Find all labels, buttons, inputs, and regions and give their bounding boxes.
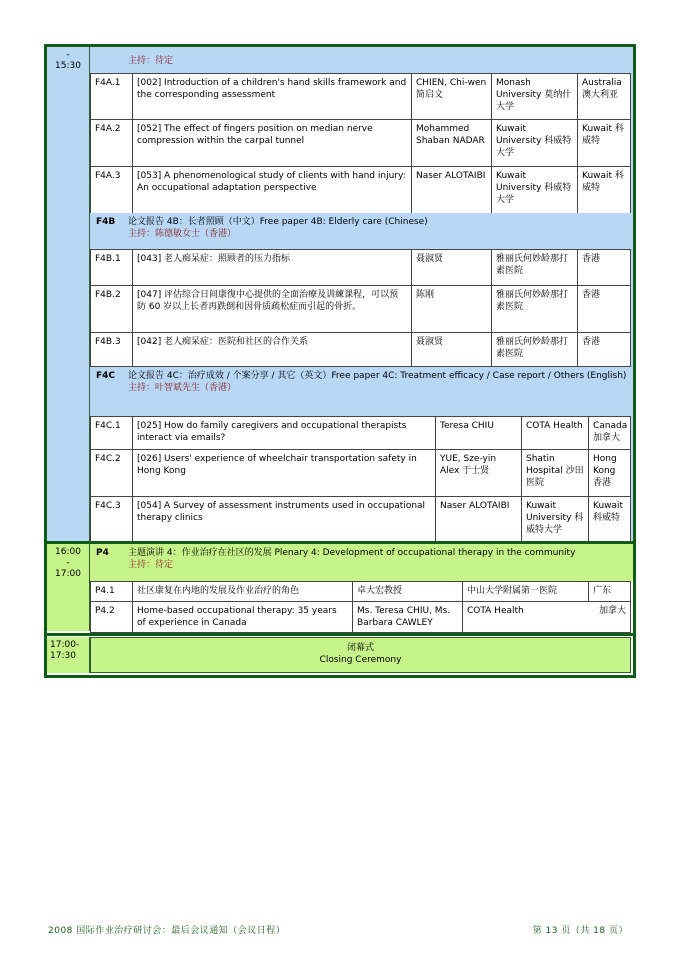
table-row — [91, 167, 631, 214]
organization: Kuwait University 科威特大学 — [492, 120, 578, 167]
paper-title: [025] How do family caregivers and occupational therapists interact via emails? — [133, 417, 436, 450]
author: Mohammed Shaban NADAR — [412, 120, 492, 167]
country: Canada 加拿大 — [589, 417, 631, 450]
p4-heading: 主题演讲 4：作业治疗在社区的发展 Plenary 4: Development of occupational therapy in the community — [128, 548, 576, 558]
paper-title: [026] Users' experience of wheelchair transportation safety in Hong Kong — [133, 450, 436, 497]
paper-title: [047] 评估综合日间康復中心提供的全面治療及训練课程，可以预防 60 岁以上长者再跌倒和因骨质疏松症而引起的骨折。 — [133, 286, 412, 333]
session-code: F4C.1 — [91, 417, 133, 450]
session-code: F4A.2 — [91, 120, 133, 167]
table-row — [91, 120, 631, 167]
footer-title: 2008 国际作业治疗研讨会：最后会议通知（会议日程） — [48, 926, 286, 936]
organization: Kuwait University 科威特大学 — [492, 167, 578, 214]
f4b-heading: 论文报告 4B：长者照顾（中文）Free paper 4B: Elderly care (Chinese) — [128, 217, 428, 227]
author: YUE, Sze-yin Alex 于士贤 — [436, 450, 522, 497]
country: Kuwait 科威特 — [589, 497, 631, 542]
author: Naser ALOTAIBI — [436, 497, 522, 542]
country: 香港 — [578, 250, 631, 286]
author: Ms. Teresa CHIU, Ms. Barbara CAWLEY — [353, 602, 463, 633]
f4c-heading: 论文报告 4C：治疗成效 / 个案分享 / 其它（英文）Free paper 4C: Treatment efficacy / Case report / Others (English) — [128, 371, 627, 381]
country: Kuwait 科威特 — [578, 120, 631, 167]
organization: COTA Health — [467, 606, 524, 616]
organization: 雅丽氏何妙龄那打素医院 — [492, 250, 578, 286]
paper-title: [054] A Survey of assessment instruments used in occupational therapy clinics — [133, 497, 436, 542]
country: 广东 — [589, 582, 631, 602]
f4a-chair: 主持：待定 — [128, 56, 174, 66]
time-start: 16:00 — [55, 547, 81, 557]
f4c-table — [90, 416, 631, 542]
f4c-code: F4C — [96, 371, 116, 381]
p4-chair: 主持：待定 — [128, 560, 174, 570]
session-code: P4.2 — [91, 602, 133, 633]
paper-title: Home-based occupational therapy: 35 years of experience in Canada — [133, 602, 353, 633]
time-cell-1700 — [47, 637, 90, 673]
paper-title: [043] 老人痴呆症：照顾者的压力指标 — [133, 250, 412, 286]
f4b-header — [90, 213, 633, 249]
f4c-header — [90, 367, 633, 416]
f4b-chair: 主持：陈德敏女士（香港） — [128, 229, 237, 239]
session-code: F4B.2 — [91, 286, 133, 333]
table-row — [91, 333, 631, 367]
divider — [47, 633, 633, 636]
closing-title-zh: 闭幕式 — [346, 643, 374, 653]
paper-title: 社区康复在内地的发展及作业治疗的角色 — [133, 582, 353, 602]
time-dash: - — [66, 50, 70, 60]
f4a-header — [90, 47, 633, 73]
author: 聂淑贤 — [412, 250, 492, 286]
f4b-table — [90, 249, 631, 367]
session-code: F4B.3 — [91, 333, 133, 367]
country: 加拿大 — [598, 606, 626, 616]
session-code: F4C.2 — [91, 450, 133, 497]
country: 香港 — [578, 333, 631, 367]
organization: Shatin Hospital 沙田医院 — [522, 450, 589, 497]
paper-title: [052] The effect of fingers position on median nerve compression within the carpal tunnel — [133, 120, 412, 167]
table-row — [91, 582, 631, 602]
country: Australia 澳大利亚 — [578, 74, 631, 120]
time-end: 17:30 — [50, 651, 76, 661]
page-number: 第 13 页（共 18 页） — [532, 926, 628, 936]
p4-table — [90, 581, 631, 633]
closing-ceremony — [90, 637, 631, 673]
time-cell-1600 — [47, 544, 90, 631]
time-end: 15:30 — [55, 61, 81, 71]
author: Teresa CHIU — [436, 417, 522, 450]
session-code: F4C.3 — [91, 497, 133, 542]
organization: 雅丽氏何妙龄那打素医院 — [492, 286, 578, 333]
author: 陈刚 — [412, 286, 492, 333]
paper-title: [042] 老人痴呆症：医院和社区的合作关系 — [133, 333, 412, 367]
organization: Monash University 莫纳什大学 — [492, 74, 578, 120]
table-row — [91, 417, 631, 450]
organization: 中山大学附属第一医院 — [463, 582, 589, 602]
p4-header — [90, 544, 633, 581]
author: CHIEN, Chi-wen 简启文 — [412, 74, 492, 120]
author: 卓大宏教授 — [353, 582, 463, 602]
closing-title-en: Closing Ceremony — [319, 655, 402, 665]
table-row — [91, 497, 631, 542]
session-code: F4B.1 — [91, 250, 133, 286]
time-start: 17:00- — [50, 640, 80, 650]
country: 香港 — [578, 286, 631, 333]
table-row — [91, 74, 631, 120]
session-code: P4.1 — [91, 582, 133, 602]
organization: Kuwait University 科威特大学 — [522, 497, 589, 542]
table-row — [91, 450, 631, 497]
country: Kuwait 科威特 — [578, 167, 631, 214]
paper-title: [002] Introduction of a children's hand skills framework and the corresponding assessment — [133, 74, 412, 120]
organization: COTA Health — [522, 417, 589, 450]
author: Naser ALOTAIBI — [412, 167, 492, 214]
session-code: F4A.1 — [91, 74, 133, 120]
paper-title: [053] A phenomenological study of clients with hand injury: An occupational adaptation perspective — [133, 167, 412, 214]
table-row — [91, 286, 631, 333]
f4b-code: F4B — [96, 217, 116, 227]
organization-country — [463, 602, 631, 633]
table-row — [91, 602, 631, 633]
author: 聂淑贤 — [412, 333, 492, 367]
country: Hong Kong 香港 — [589, 450, 631, 497]
f4c-chair: 主持：叶智斌先生（香港） — [128, 383, 237, 393]
organization: 雅丽氏何妙龄那打素医院 — [492, 333, 578, 367]
time-dash: - — [66, 558, 70, 568]
table-row — [91, 250, 631, 286]
f4a-table — [90, 73, 631, 214]
session-code: F4A.3 — [91, 167, 133, 214]
p4-code: P4 — [96, 548, 109, 558]
time-cell-1530 — [47, 47, 90, 541]
time-end: 17:00 — [55, 569, 81, 579]
